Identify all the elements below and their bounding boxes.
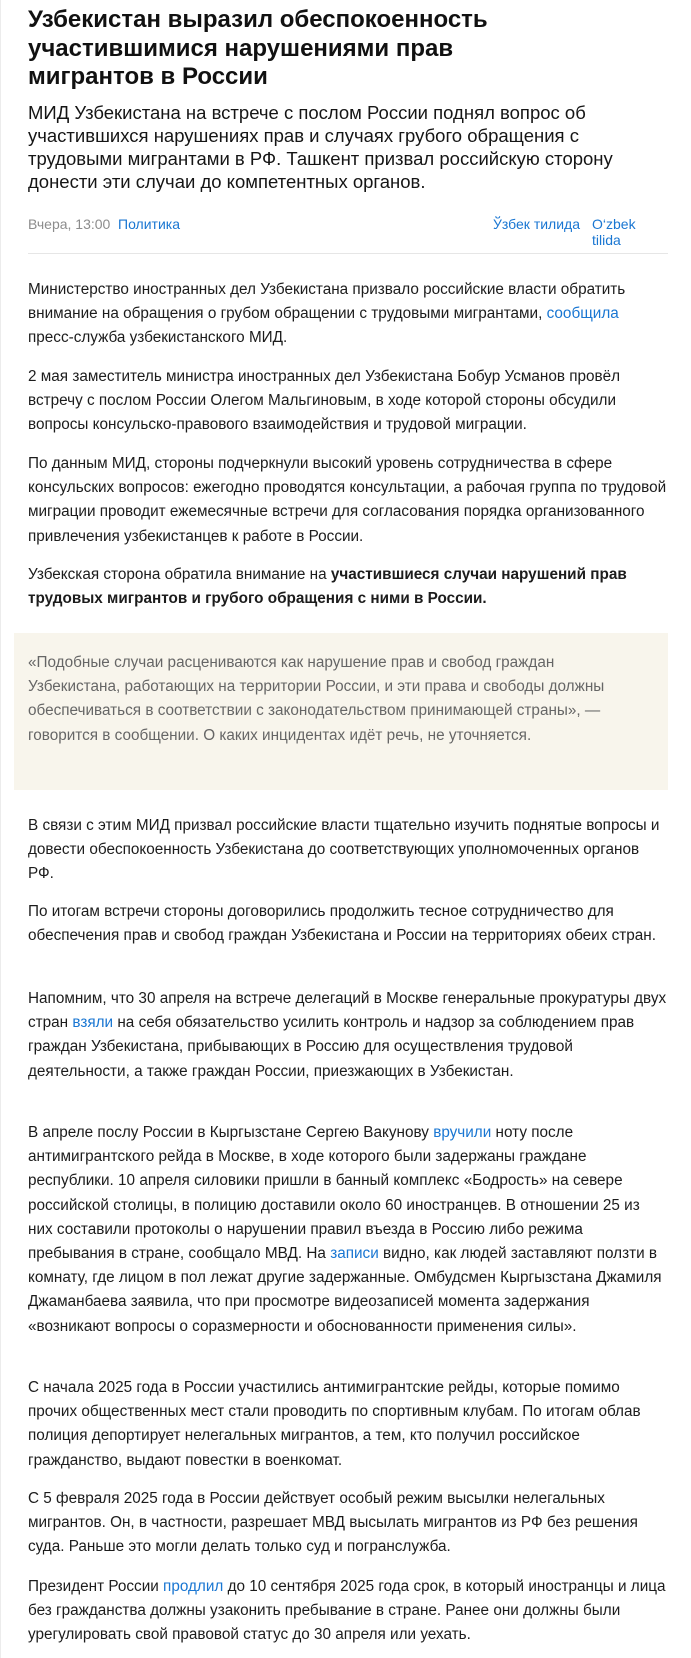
paragraph-9: С начала 2025 года в России участились антимигрантские рейды, которые помимо прочих общественных мест стали проводить по спортивным клубам. По итогам облав полиция депортирует нелегальных мигрантов, а тем, кто получил российское гражданство, выдают повестки в военкомат. [28,1379,641,1469]
paragraph-6: По итогам встречи стороны договорились продолжить тесное сотрудничество для обеспечения прав и свобод граждан Узбекистана и России на территориях обеих стран. [28,903,656,945]
paragraph-8 [28,1121,668,1339]
rubric-link[interactable]: Политика [118,216,180,232]
paragraph-bold-text: участившиеся случаи нарушений прав трудовых мигрантов и грубого обращения с ними в России. [28,566,627,608]
quote-text: «Подобные случаи расцениваются как нарушение прав и свобод граждан Узбекистана, работающих на территории России, и эти права и свободы должны обеспечиваться в соответствии с законодательством принимающей страны», — говорится в сообщении. О каких инцидентах идёт речь, не уточняется. [28,654,605,744]
meta-divider [28,253,668,254]
paragraph-2: 2 мая заместитель министра иностранных дел Узбекистана Бобур Усманов провёл встречу с послом России Олегом Мальгиновым, в ходе которой стороны обсудили вопросы консульско-правового взаимодействия и трудовой миграции. [28,368,621,434]
paragraph-text: на себя обязательство усилить контроль и надзор за соблюдением прав граждан Узбекистана, прибывающих в Россию для осуществления трудовой деятельности, а также граждан России, приезжающих в Узбекистан. [28,1014,635,1080]
paragraph-text: видно, как людей заставляют ползти в комнату, где лицом в пол лежат другие задержанные. Омбудсмен Кыргызстана Джамиля Джаманбаева заявила, что при просмотре видеозаписей момента задержания «возникают вопросы о соразмерности и обоснованности применения силы». [28,1245,662,1335]
paragraph-text: Узбекская сторона обратила внимание на [28,566,331,583]
source-link-soobshchila[interactable]: сообщила [546,305,619,323]
paragraph-text: В апреле послу России в Кыргызстане Сергею Вакунову [28,1124,434,1141]
paragraph-text: Президент России [28,1578,164,1595]
article-lead: МИД Узбекистана на встрече с послом России поднял вопрос об участившихся нарушениях прав и случаях грубого обращения с трудовыми мигрантами в РФ. Ташкент призвал российскую сторону донести эти случаи до компетентных органов. [28,102,613,192]
paragraph-5: В связи с этим МИД призвал российские власти тщательно изучить поднятые вопросы и довести обеспокоенность Узбекистана до соответствующих уполномоченных органов РФ. [28,817,660,883]
source-link-zapisi[interactable]: записи [330,1245,379,1263]
paragraph-text: Министерство иностранных дел Узбекистана призвало российские власти обратить внимание на обращения о грубом обращении с трудовыми мигрантами, [28,281,626,323]
paragraph-text: Напомним, что 30 апреля на встрече делегаций в Москве генеральные прокуратуры двух стран [28,990,667,1032]
paragraph-11 [28,1575,668,1648]
source-link-prodlil[interactable]: продлил [163,1578,224,1595]
source-link-vruchili[interactable]: вручили [433,1124,492,1141]
source-link-vzyali[interactable]: взяли [72,1014,114,1032]
paragraph-10: С 5 февраля 2025 года в России действует особый режим высылки нелегальных мигрантов. Он, в частности, разрешает МВД высылать мигрантов из РФ без решения суда. Раньше это могли делать только суд и погранслужба. [28,1490,638,1556]
paragraph-text: до 10 сентября 2025 года срок, в который иностранцы и лица без гражданства должны узаконить пребывание в стране. Ранее они должны были урегулировать свой правовой статус до 30 апреля или уехать. [28,1578,666,1644]
language-link-uzbek-cyrillic[interactable]: Ўзбек тилида [493,216,580,232]
paragraph-7 [28,987,668,1084]
paragraph-1 [28,278,668,351]
language-link-uzbek-latin[interactable]: O‘zbek tilida [592,216,636,248]
paragraph-text: пресс-служба узбекистанского МИД. [28,329,288,347]
article-meta [28,216,668,248]
article-title: Узбекистан выразил обеспокоенность участившимися нарушениями прав мигрантов в России [28,6,488,90]
publish-date: Вчера, 13:00 [28,216,111,232]
paragraph-4 [28,563,668,611]
paragraph-3: По данным МИД, стороны подчеркнули высокий уровень сотрудничества в сфере консульских вопросов: ежегодно проводятся консультации, а рабочая группа по трудовой миграции проводит ежемесячные встречи для согласования порядка организованного привлечения узбекистанцев к работе в России. [28,455,667,545]
paragraph-text: ноту после антимигрантского рейда в Москве, в ходе которого были задержаны граждане республики. 10 апреля силовики пришли в банный комплекс «Бодрость» на севере российской столицы, в полицию доставили около 60 иностранцев. В отношении 25 из них составили протоколы о нарушении правил въезда в Россию либо режима пребывания в стране, сообщало МВД. На [28,1124,640,1263]
